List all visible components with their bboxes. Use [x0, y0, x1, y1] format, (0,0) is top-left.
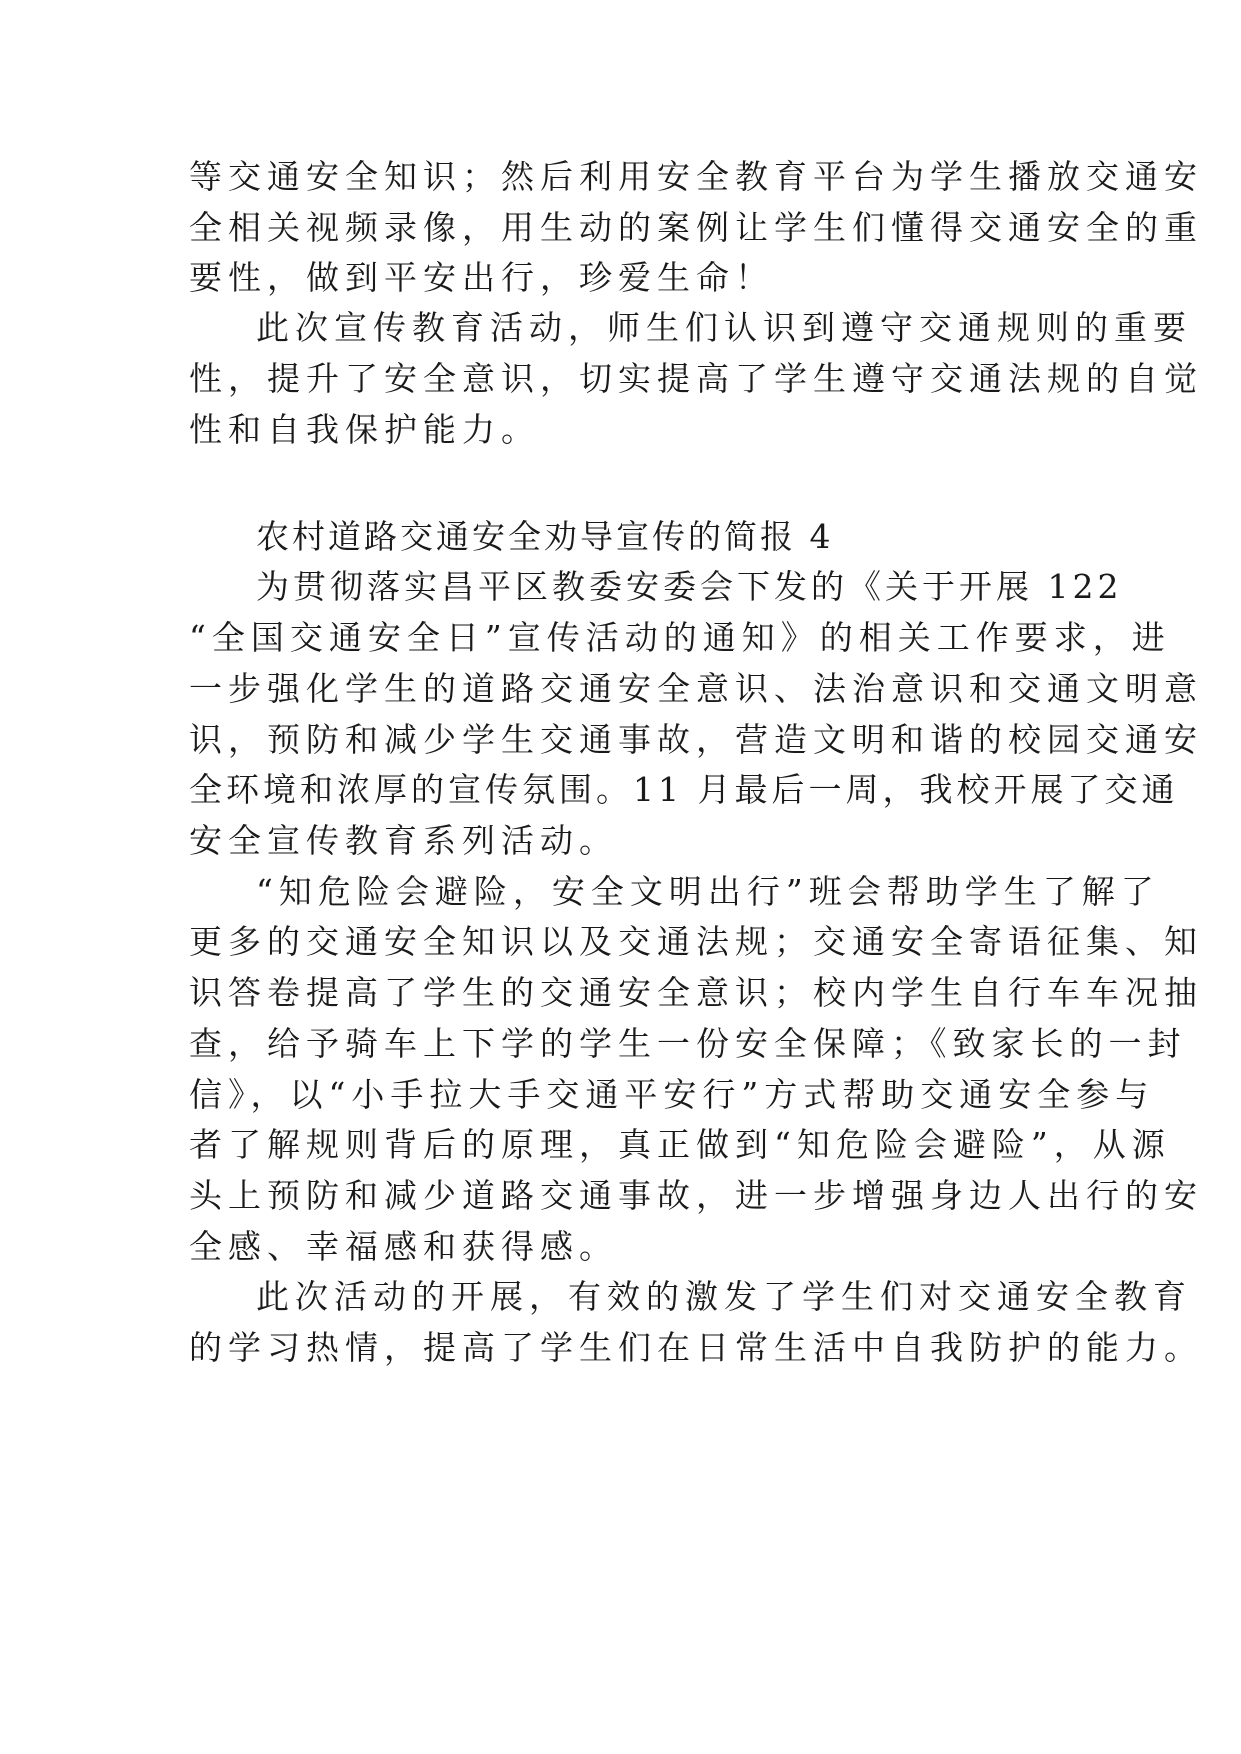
- text-line: 此次活动的开展，有效的激发了学生们对交通安全教育: [256, 1277, 1192, 1316]
- text-line: 头上预防和减少道路交通事故，进一步增强身边人出行的安: [189, 1176, 1203, 1215]
- text-line: 全环境和浓厚的宣传氛围。11 月最后一周，我校开展了交通: [189, 770, 1179, 809]
- text-line: 的学习热情，提高了学生们在日常生活中自我防护的能力。: [189, 1328, 1203, 1367]
- text-line: 性，提升了安全意识，切实提高了学生遵守交通法规的自觉: [189, 359, 1203, 398]
- text-line: “全国交通安全日”宣传活动的通知》的相关工作要求，进: [189, 618, 1171, 657]
- text-line: 性和自我保护能力。: [189, 410, 540, 449]
- text-line: 为贯彻落实昌平区教委安委会下发的《关于开展 122: [256, 567, 1123, 606]
- text-line: 等交通安全知识；然后利用安全教育平台为学生播放交通安: [189, 157, 1203, 196]
- text-line: “知危险会避险，安全文明出行”班会帮助学生了解了: [256, 872, 1160, 911]
- text-line: 安全宣传教育系列活动。: [189, 821, 618, 860]
- text-line: 此次宣传教育活动，师生们认识到遵守交通规则的重要: [256, 308, 1192, 347]
- text-line: 者了解规则背后的原理，真正做到“知危险会避险”，从源: [189, 1125, 1171, 1164]
- text-line: 信》，以“小手拉大手交通平安行”方式帮助交通安全参与: [189, 1075, 1155, 1114]
- text-line: 查，给予骑车上下学的学生一份安全保障；《致家长的一封: [189, 1024, 1187, 1063]
- text-line: 全感、幸福感和获得感。: [189, 1227, 618, 1266]
- text-line: 识答卷提高了学生的交通安全意识；校内学生自行车车况抽: [189, 973, 1203, 1012]
- section-title: 农村道路交通安全劝导宣传的简报 4: [256, 517, 834, 556]
- text-line: 要性，做到平安出行，珍爱生命！: [189, 258, 774, 297]
- text-line: 识，预防和减少学生交通事故，营造文明和谐的校园交通安: [189, 720, 1203, 759]
- text-line: 更多的交通安全知识以及交通法规；交通安全寄语征集、知: [189, 922, 1203, 961]
- text-line: 一步强化学生的道路交通安全意识、法治意识和交通文明意: [189, 669, 1203, 708]
- text-line: 全相关视频录像，用生动的案例让学生们懂得交通安全的重: [189, 208, 1203, 247]
